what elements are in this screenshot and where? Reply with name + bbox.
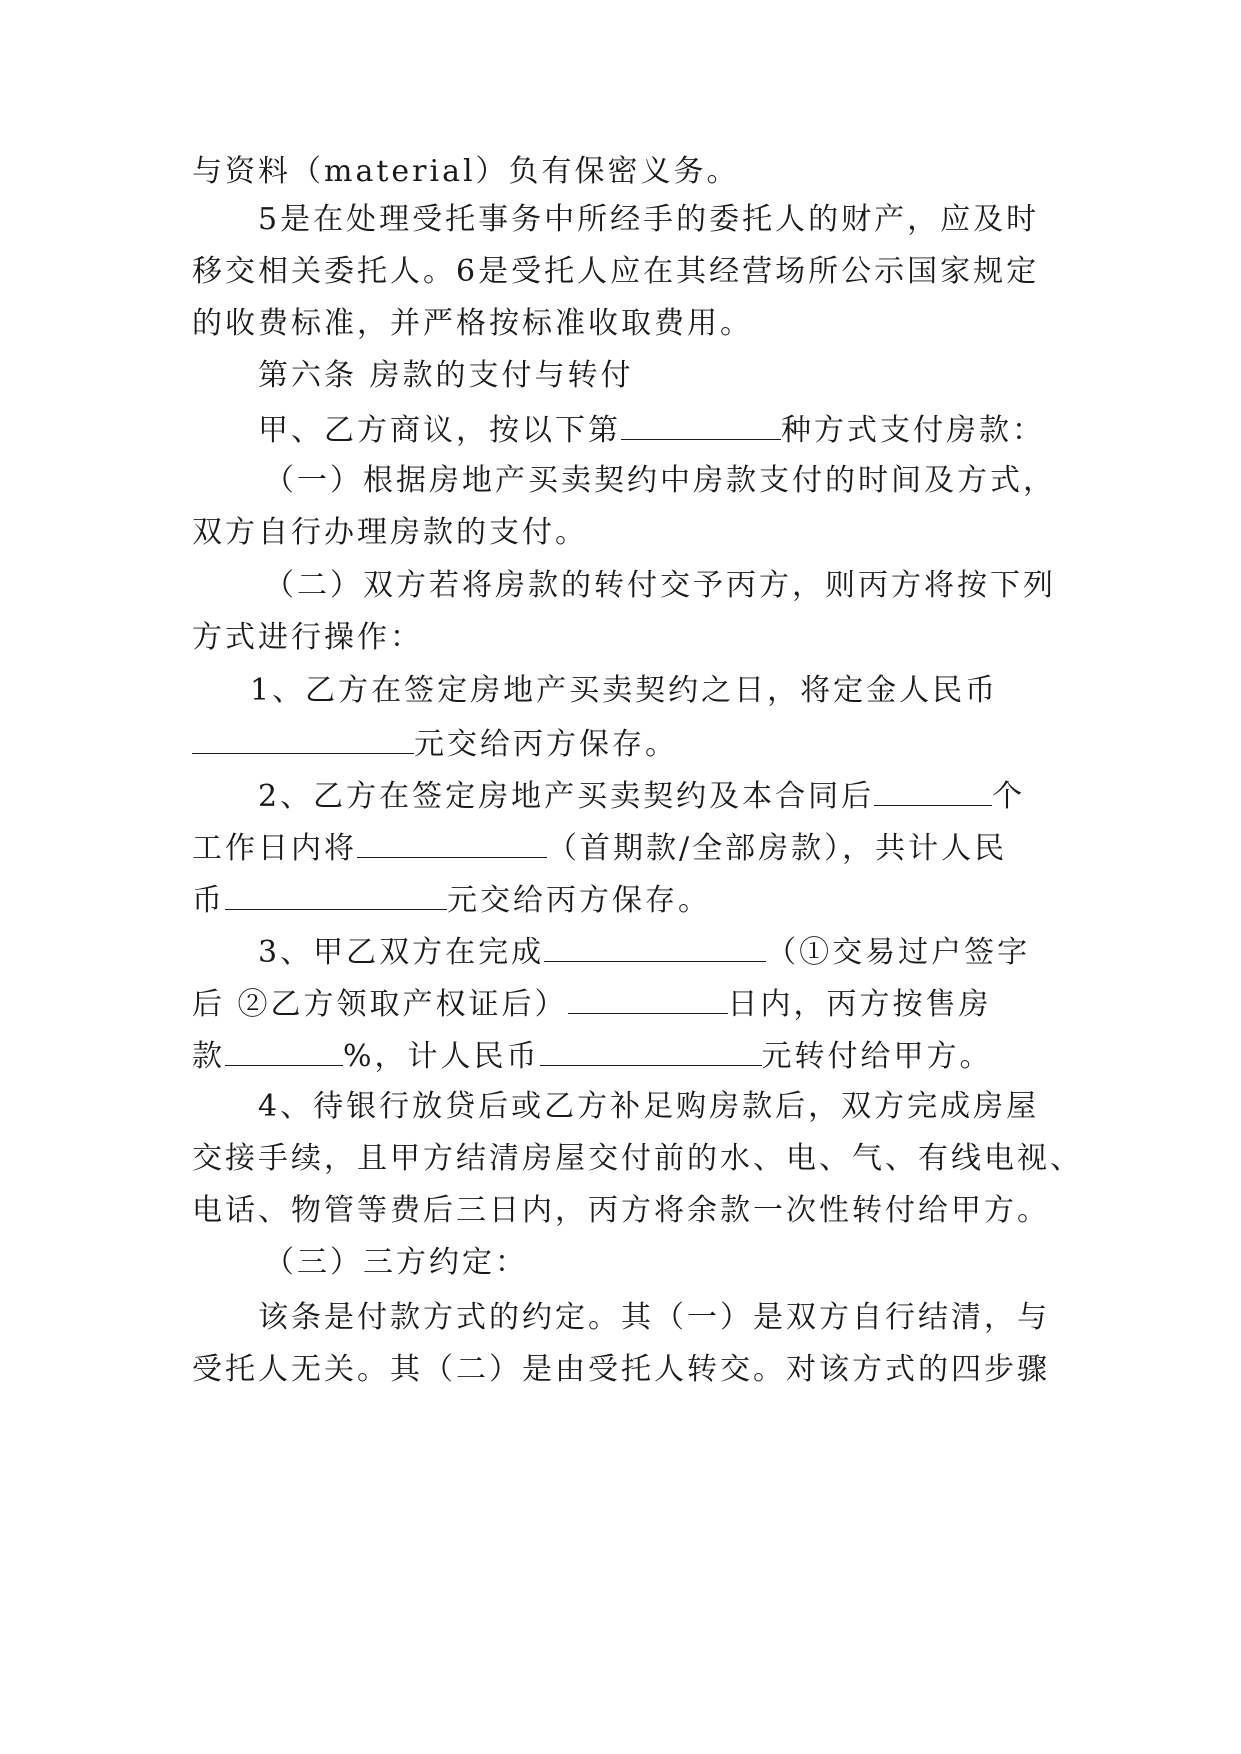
text-segment: 元转付给甲方。	[761, 1039, 993, 1074]
text-segment: 甲、乙方商议，按以下第	[258, 413, 621, 448]
text-segment: 个	[992, 779, 1026, 814]
text-segment: （首期款/全部房款），共计人民	[547, 831, 1008, 866]
paragraph-line	[192, 723, 678, 765]
fill-in-blank	[192, 723, 414, 754]
paragraph-line: 双方自行办理房款的支付。	[192, 515, 588, 550]
text-segment: 种方式支付房款：	[781, 413, 1045, 448]
fill-in-blank	[621, 409, 781, 440]
text-segment: 元交给丙方保存。	[447, 883, 711, 918]
paragraph-line	[192, 1035, 993, 1077]
text-segment: 工作日内将	[192, 831, 357, 866]
paragraph-line: 移交相关委托人。6是受托人应在其经营场所公示国家规定	[192, 254, 1040, 289]
paragraph-line: （三）三方约定：	[264, 1245, 528, 1280]
text-segment: 币	[192, 883, 225, 918]
fill-in-blank	[225, 1035, 343, 1066]
text-segment: 2、乙方在签定房地产买卖契约及本合同后	[258, 779, 875, 814]
section-heading: 第六条 房款的支付与转付	[258, 358, 634, 393]
paragraph-line: 交接手续，且甲方结清房屋交付前的水、电、气、有线电视、	[192, 1141, 1083, 1176]
fill-in-blank	[874, 775, 992, 806]
paragraph-line: 该条是付款方式的约定。其（一）是双方自行结清，与	[258, 1300, 1050, 1335]
paragraph-line	[258, 931, 1030, 973]
fill-in-blank	[225, 879, 447, 910]
fill-in-blank	[568, 983, 728, 1014]
paragraph-line: 受托人无关。其（二）是由受托人转交。对该方式的四步骤	[192, 1352, 1050, 1387]
paragraph-line: 1、乙方在签定房地产买卖契约之日，将定金人民币	[250, 673, 999, 708]
text-segment: %，计人民币	[343, 1039, 540, 1074]
text-segment: 3、甲乙双方在完成	[258, 935, 545, 970]
paragraph-line: 4、待银行放贷后或乙方补足购房款后，双方完成房屋	[258, 1089, 1040, 1124]
paragraph-line	[192, 983, 992, 1025]
paragraph-line: 方式进行操作：	[192, 620, 423, 655]
text-segment: 后 ②乙方领取产权证后）	[192, 987, 568, 1022]
text-segment: （①交易过户签字	[766, 935, 1031, 970]
paragraph-line	[192, 827, 1007, 869]
paragraph-line	[192, 879, 711, 921]
paragraph-line: 与资料（material）负有保密义务。	[192, 154, 740, 189]
text-segment: 款	[192, 1039, 225, 1074]
text-segment: 元交给丙方保存。	[414, 727, 678, 762]
paragraph-line: 电话、物管等费后三日内，丙方将余款一次性转付给甲方。	[192, 1193, 1050, 1228]
paragraph-line	[258, 775, 1025, 817]
fill-in-blank	[540, 1035, 762, 1066]
paragraph-line: 5是在处理受托事务中所经手的委托人的财产，应及时	[258, 202, 1040, 237]
paragraph-line: （一）根据房地产买卖契约中房款支付的时间及方式，	[264, 463, 1056, 498]
paragraph-line: （二）双方若将房款的转付交予丙方，则丙方将按下列	[264, 568, 1056, 603]
paragraph-line	[258, 409, 1045, 451]
fill-in-blank	[357, 827, 547, 858]
paragraph-line: 的收费标准，并严格按标准收取费用。	[192, 306, 753, 341]
fill-in-blank	[544, 931, 766, 962]
text-segment: 日内，丙方按售房	[727, 987, 992, 1022]
